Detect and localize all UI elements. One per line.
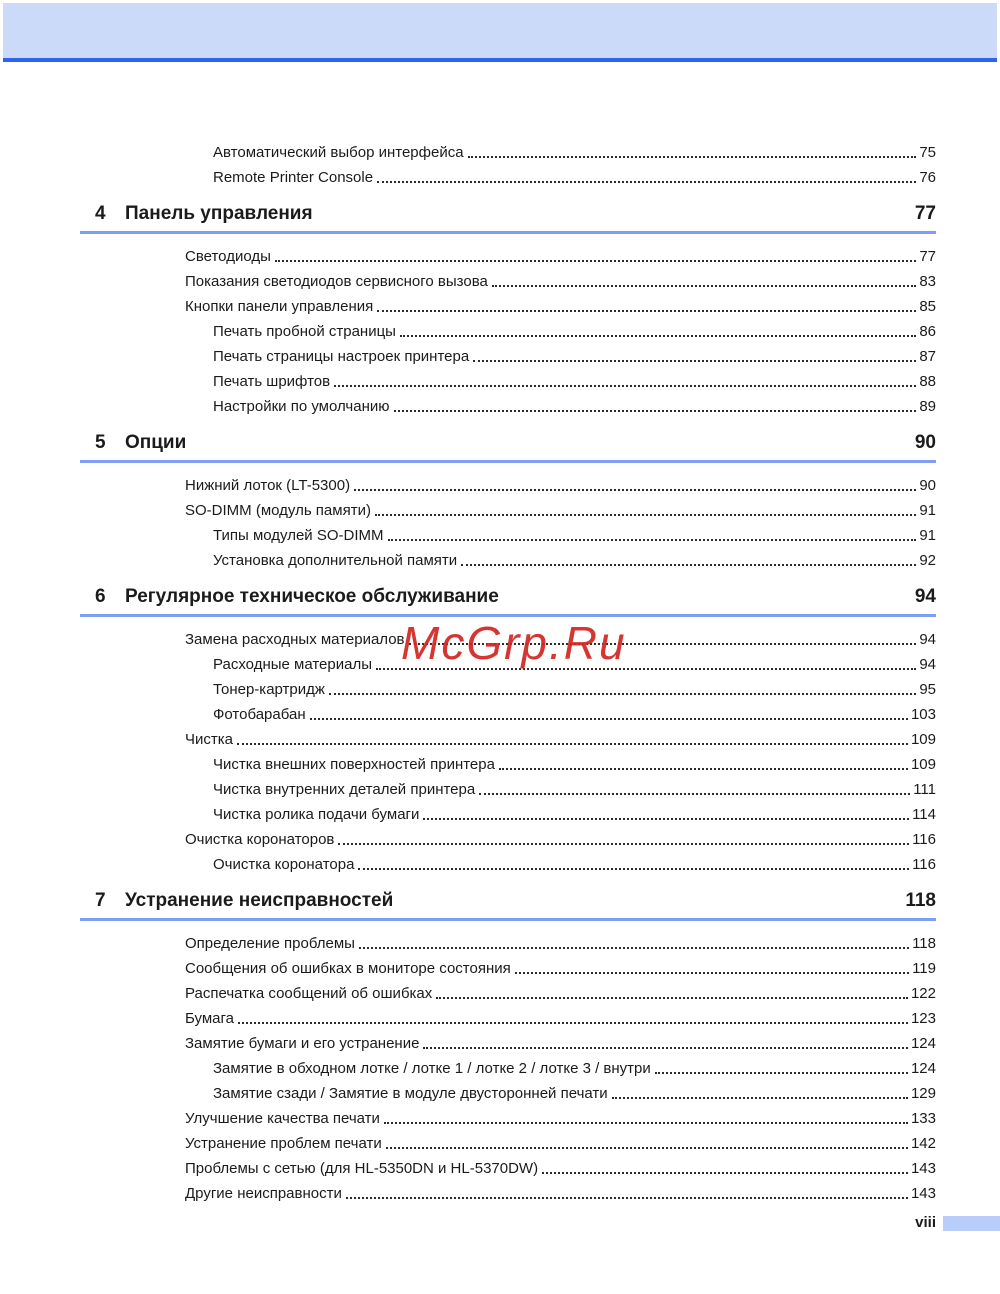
toc-entry [80,1127,936,1152]
toc-entry [80,290,936,315]
dot-leader [386,1147,908,1149]
toc-entry-page: 75 [919,144,936,161]
dot-leader [461,564,916,566]
toc-entry [80,823,936,848]
toc-entry-page: 116 [912,831,936,848]
toc-entry-label: Замена расходных материалов [185,631,405,648]
dot-leader [473,360,916,362]
toc-entry-label: Очистка коронатора [213,856,355,873]
toc-entry-page: 95 [919,681,936,698]
dot-leader [358,868,909,870]
toc-entry [80,469,936,494]
toc-entry [80,952,936,977]
toc-entry-page: 119 [912,960,936,977]
toc-entry-page: 142 [910,1135,936,1152]
dot-leader [384,1122,908,1124]
dot-leader [423,818,909,820]
toc-entry-label: Чистка ролика подачи бумаги [213,806,420,823]
toc-entry-page: 124 [910,1060,936,1077]
chapter-page: 77 [914,203,936,224]
toc-entry [80,265,936,290]
toc-entry-page: 116 [912,856,936,873]
toc-entry [80,648,936,673]
dot-leader [400,335,916,337]
toc-entry-label: Чистка внешних поверхностей принтера [213,756,495,773]
toc-entry-label: Remote Printer Console [213,169,374,186]
watermark-text: McGrp.Ru [401,617,627,669]
toc-entry-label: Замятие в обходном лотке / лотке 1 / лотке 2 / лотке 3 / внутри [213,1060,651,1077]
toc-entry-label: Другие неисправности [185,1185,342,1202]
chapter-heading [80,585,936,617]
toc-entry-label: Автоматический выбор интерфейса [213,144,464,161]
toc-entry [80,519,936,544]
footer-accent-bar [943,1216,1000,1231]
toc-entry-label: Кнопки панели управления [185,298,374,315]
dot-leader [612,1097,908,1099]
chapter-number: 7 [95,890,106,911]
toc-entry-page: 143 [910,1185,936,1202]
toc-entry-page: 77 [919,248,936,265]
dot-leader [329,693,916,695]
toc-entry-label: SO-DIMM (модуль памяти) [185,502,371,519]
toc-entry-label: Печать страницы настроек принтера [213,348,470,365]
dot-leader [388,539,917,541]
dot-leader [409,643,917,645]
toc-entry-label: Сообщения об ошибках в мониторе состояния [185,960,511,977]
toc-entry [80,673,936,698]
toc-entry-page: 89 [919,398,936,415]
dot-leader [377,181,916,183]
toc-entry-label: Расходные материалы [213,656,372,673]
chapter-title: Панель управления [125,203,313,224]
toc-entry-page: 143 [910,1160,936,1177]
toc-entry-label: Печать пробной страницы [213,323,396,340]
chapter-page: 94 [914,586,936,607]
toc-entry-page: 109 [910,731,936,748]
toc-entry-page: 76 [919,169,936,186]
toc-entry-label: Тонер-картридж [213,681,325,698]
toc-entry-page: 94 [919,656,936,673]
toc-entry-page: 111 [913,781,936,798]
chapter-heading [80,202,936,234]
toc-entry [80,1102,936,1127]
dot-leader [310,718,908,720]
chapter-title: Регулярное техническое обслуживание [125,586,499,607]
toc-entry-page: 83 [919,273,936,290]
toc-entry-label: Чистка внутренних деталей принтера [213,781,476,798]
dot-leader [655,1072,908,1074]
toc-entry-label: Определение проблемы [185,935,355,952]
chapter-number: 4 [95,203,106,224]
dot-leader [376,668,916,670]
toc-entry-label: Типы модулей SO-DIMM [213,527,384,544]
dot-leader [423,1047,908,1049]
toc-entry [80,544,936,569]
dot-leader [479,793,910,795]
toc-entry-label: Чистка [185,731,233,748]
toc-entry-label: Печать шрифтов [213,373,331,390]
toc-content [80,136,936,1202]
toc-entry-label: Очистка коронаторов [185,831,335,848]
page-number-label: viii [915,1214,936,1231]
toc-entry [80,1052,936,1077]
dot-leader [436,997,908,999]
toc-entry-label: Улучшение качества печати [185,1110,380,1127]
toc-entry [80,748,936,773]
toc-entry-label: Замятие сзади / Замятие в модуле двусторонней печати [213,1085,608,1102]
toc-entry [80,798,936,823]
toc-entry-page: 109 [910,756,936,773]
toc-entry-label: Фотобарабан [213,706,306,723]
toc-entry-page: 88 [919,373,936,390]
dot-leader [542,1172,908,1174]
toc-entry [80,161,936,186]
toc-entry-page: 87 [919,348,936,365]
toc-entry-page: 91 [919,527,936,544]
toc-entry [80,1027,936,1052]
toc-entry-label: Показания светодиодов сервисного вызова [185,273,488,290]
toc-entry [80,723,936,748]
toc-entry [80,315,936,340]
toc-entry [80,698,936,723]
dot-leader [468,156,917,158]
chapter-heading [80,431,936,463]
toc-entry-label: Устранение проблем печати [185,1135,382,1152]
toc-entry-page: 92 [919,552,936,569]
toc-entry-label: Настройки по умолчанию [213,398,390,415]
chapter-title: Опции [125,432,187,453]
toc-entry-page: 114 [912,806,936,823]
toc-entry-label: Проблемы с сетью (для HL-5350DN и HL-5370DW) [185,1160,539,1177]
toc-entry-page: 123 [910,1010,936,1027]
dot-leader [237,743,908,745]
dot-leader [375,514,916,516]
toc-entry [80,390,936,415]
dot-leader [334,385,916,387]
chapter-page: 90 [914,432,936,453]
dot-leader [359,947,909,949]
chapter-number: 6 [95,586,106,607]
toc-entry-label: Бумага [185,1010,234,1027]
dot-leader [238,1022,908,1024]
dot-leader [346,1197,908,1199]
toc-entry-label: Замятие бумаги и его устранение [185,1035,420,1052]
toc-entry [80,927,936,952]
toc-entry-label: Установка дополнительной памяти [213,552,458,569]
chapter-page: 118 [905,890,936,911]
dot-leader [394,410,917,412]
toc-entry-page: 86 [919,323,936,340]
toc-entry-page: 133 [910,1110,936,1127]
toc-entry [80,494,936,519]
toc-entry [80,1177,936,1202]
toc-entry-page: 129 [910,1085,936,1102]
dot-leader [515,972,909,974]
dot-leader [492,285,916,287]
dot-leader [275,260,916,262]
chapter-number: 5 [95,432,106,453]
toc-entry-page: 94 [919,631,936,648]
dot-leader [338,843,909,845]
toc-entry-label: Светодиоды [185,248,271,265]
toc-entry-page: 122 [910,985,936,1002]
chapter-title: Устранение неисправностей [125,890,394,911]
toc-entry [80,977,936,1002]
toc-entry [80,1152,936,1177]
dot-leader [377,310,916,312]
dot-leader [354,489,916,491]
toc-entry-label: Нижний лоток (LT-5300) [185,477,351,494]
dot-leader [499,768,908,770]
toc-entry [80,136,936,161]
toc-entry [80,1002,936,1027]
toc-entry [80,623,936,648]
toc-entry-page: 103 [910,706,936,723]
toc-entry [80,340,936,365]
toc-entry [80,848,936,873]
toc-entry [80,773,936,798]
toc-entry [80,365,936,390]
chapter-heading [80,889,936,921]
toc-entry-page: 90 [919,477,936,494]
toc-entry [80,1077,936,1102]
toc-entry-page: 124 [910,1035,936,1052]
toc-entry-page: 118 [912,935,936,952]
toc-entry [80,240,936,265]
toc-entry-label: Распечатка сообщений об ошибках [185,985,433,1002]
page-header-band [3,3,997,62]
toc-entry-page: 85 [919,298,936,315]
toc-entry-page: 91 [919,502,936,519]
